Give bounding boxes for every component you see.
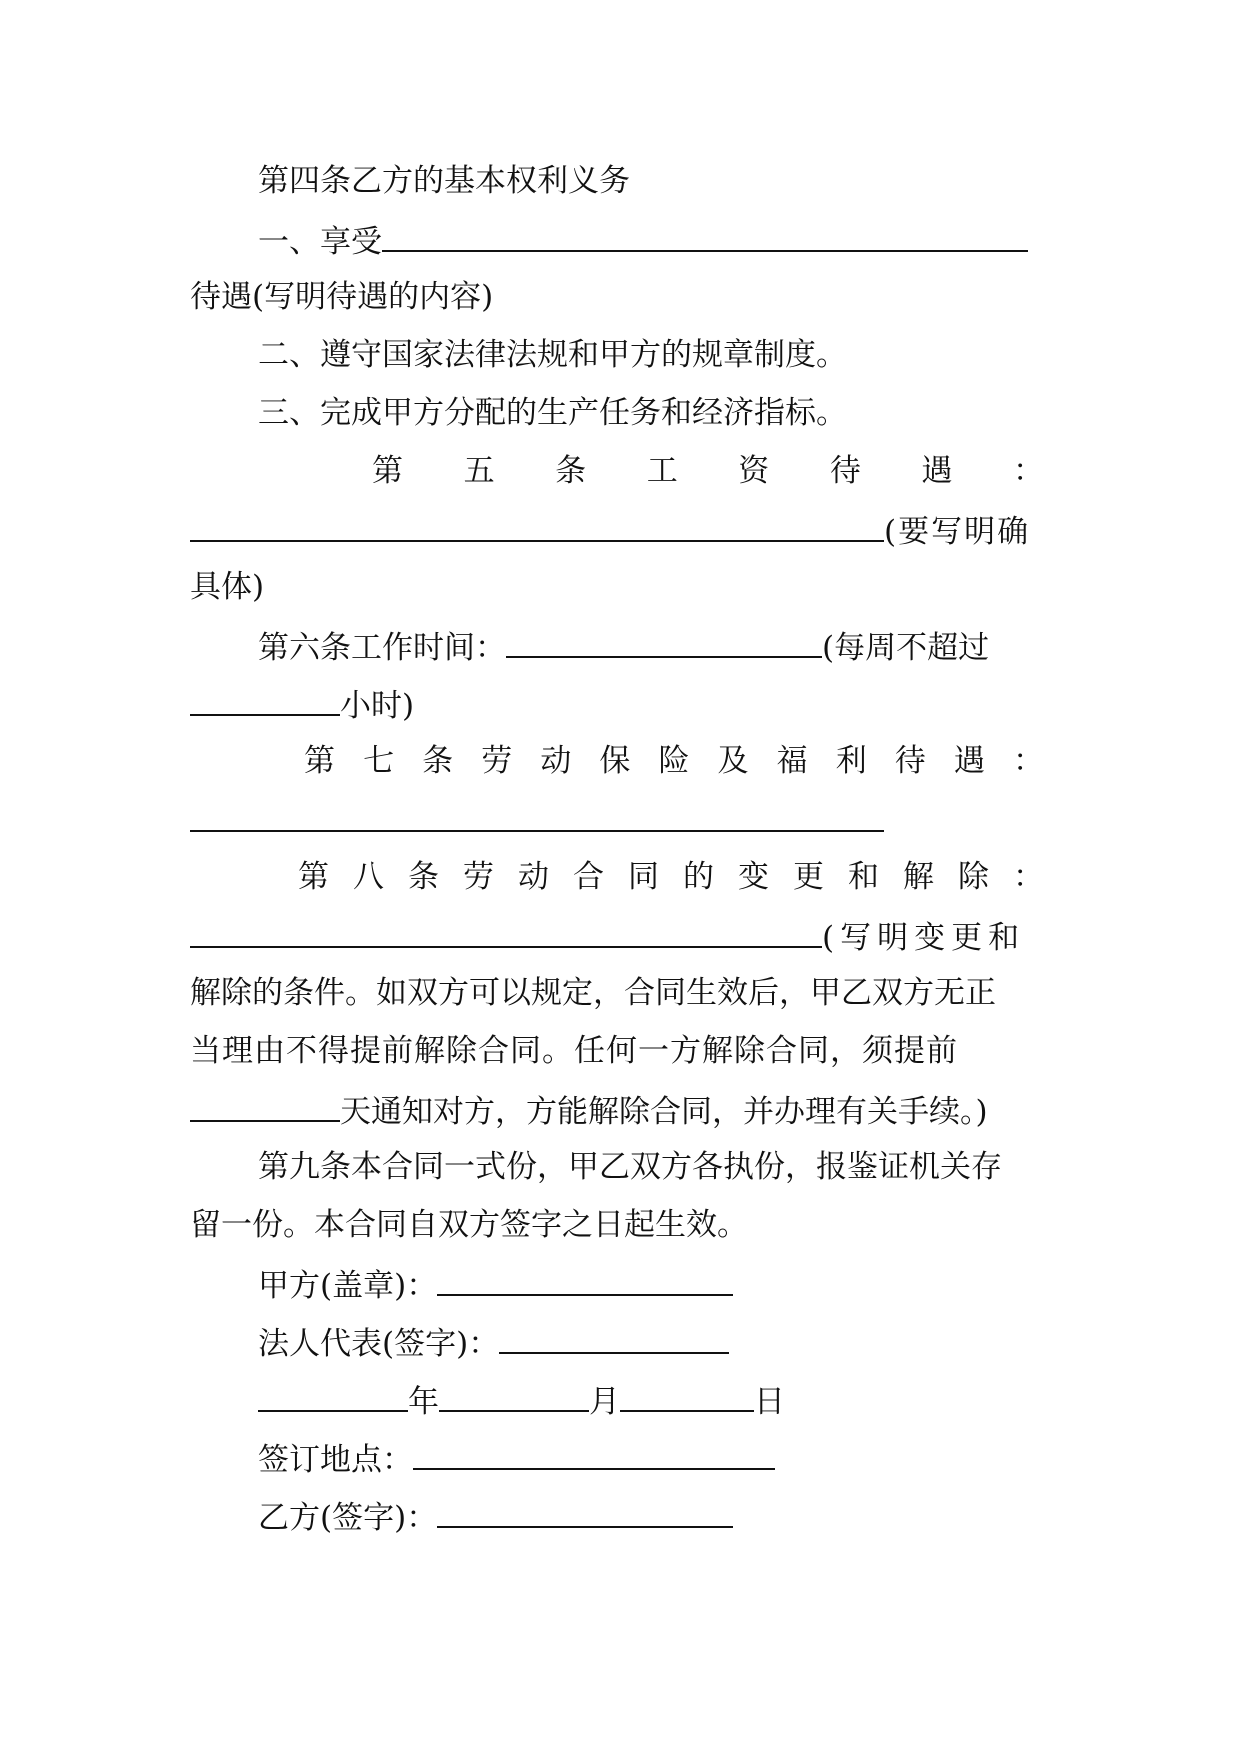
article8-char: 变 [738, 859, 769, 895]
article4-item3: 三、完成甲方分配的生产任务和经济指标。 [258, 395, 847, 431]
article4-item1 [258, 224, 1028, 258]
article5-char: 工 [646, 453, 678, 489]
article8-char: 动 [518, 859, 549, 895]
article8-line2 [190, 920, 1025, 954]
article8-char: 和 [848, 859, 879, 895]
article5-heading [372, 453, 1044, 489]
article8-heading [298, 859, 1044, 895]
wage-blank[interactable] [190, 514, 884, 542]
article8-char: 第 [298, 859, 329, 895]
article5-char: 待 [829, 453, 861, 489]
year-blank[interactable] [258, 1384, 408, 1412]
insurance-blank[interactable] [190, 804, 884, 832]
article7-char: 福 [776, 743, 808, 779]
article6-line1 [258, 630, 989, 664]
party-b-row [258, 1500, 733, 1534]
party-b-blank[interactable] [437, 1500, 733, 1528]
notice-days-blank[interactable] [190, 1094, 340, 1122]
article7-char: 条 [422, 743, 454, 779]
article8-char: 除 [958, 859, 989, 895]
article7-char: 保 [599, 743, 631, 779]
article8-line4: 当理由不得提前解除合同。任何一方解除合同，须提前 [190, 1033, 958, 1069]
article7-char: 劳 [481, 743, 513, 779]
party-a-row [258, 1268, 733, 1302]
article7-heading [304, 743, 1044, 779]
party-b-label: 乙方(签字)： [258, 1500, 438, 1536]
article8-char: 的 [683, 859, 714, 895]
article6-line2 [190, 688, 414, 722]
article8-char: 同 [628, 859, 659, 895]
article5-char: 遇 [921, 453, 953, 489]
year-label: 年 [408, 1384, 439, 1420]
article8-char: ： [1013, 859, 1044, 895]
day-blank[interactable] [620, 1384, 754, 1412]
article8-char: 八 [353, 859, 384, 895]
article7-char: 利 [835, 743, 867, 779]
article8-line3: 解除的条件。如双方可以规定，合同生效后，甲乙双方无正 [190, 975, 996, 1011]
article5-char: ： [1012, 453, 1044, 489]
month-blank[interactable] [439, 1384, 589, 1412]
article4-item1-prefix: 一、享受 [258, 224, 382, 260]
article4-title: 第四条乙方的基本权利义务 [258, 163, 630, 199]
article7-char: 及 [717, 743, 749, 779]
article8-note: (写明变更和 [822, 920, 1026, 956]
article7-char: 第 [304, 743, 335, 779]
article8-char: 劳 [463, 859, 494, 895]
date-row [258, 1384, 785, 1418]
article6-note: (每周不超过 [822, 630, 990, 666]
article5-char: 第 [372, 453, 403, 489]
article8-char: 合 [573, 859, 604, 895]
weekly-hours-blank[interactable] [190, 688, 340, 716]
article5-note-cont: 具体) [190, 569, 265, 605]
legal-rep-row [258, 1326, 729, 1360]
legal-rep-label: 法人代表(签字)： [258, 1326, 500, 1362]
article9-line1: 第九条本合同一式份，甲乙双方各执份，报鉴证机关存 [258, 1149, 1002, 1185]
article5-char: 五 [463, 453, 495, 489]
place-blank[interactable] [413, 1442, 775, 1470]
article5-char: 资 [738, 453, 770, 489]
article7-char: 险 [658, 743, 690, 779]
place-label: 签订地点： [258, 1442, 413, 1478]
article7-char: 遇 [953, 743, 985, 779]
article6-prefix: 第六条工作时间： [258, 630, 506, 666]
article7-line2 [190, 804, 884, 838]
article7-char: 待 [894, 743, 926, 779]
party-a-blank[interactable] [437, 1268, 733, 1296]
article5-note: (要写明确 [884, 514, 1031, 550]
party-a-label: 甲方(盖章)： [258, 1268, 438, 1304]
place-row [258, 1442, 775, 1476]
article7-char: 七 [363, 743, 395, 779]
termination-blank[interactable] [190, 920, 822, 948]
benefit-blank[interactable] [382, 224, 1028, 252]
article8-char: 更 [793, 859, 824, 895]
article4-item2: 二、遵守国家法律法规和甲方的规章制度。 [258, 337, 847, 373]
article5-char: 条 [555, 453, 587, 489]
article9-line2: 留一份。本合同自双方签字之日起生效。 [190, 1207, 748, 1243]
day-label: 日 [754, 1384, 785, 1420]
article8-line5-suffix: 天通知对方，方能解除合同，并办理有关手续。) [340, 1094, 988, 1130]
article8-char: 解 [903, 859, 934, 895]
article8-line5 [190, 1094, 988, 1128]
month-label: 月 [589, 1384, 620, 1420]
article8-char: 条 [408, 859, 439, 895]
article5-line2 [190, 514, 1030, 548]
legal-rep-blank[interactable] [499, 1326, 729, 1354]
article7-char: 动 [540, 743, 572, 779]
article6-suffix: 小时) [340, 688, 415, 724]
work-hours-blank[interactable] [506, 630, 822, 658]
article7-char: ： [1012, 743, 1044, 779]
article4-item1-cont: 待遇(写明待遇的内容) [190, 279, 494, 315]
